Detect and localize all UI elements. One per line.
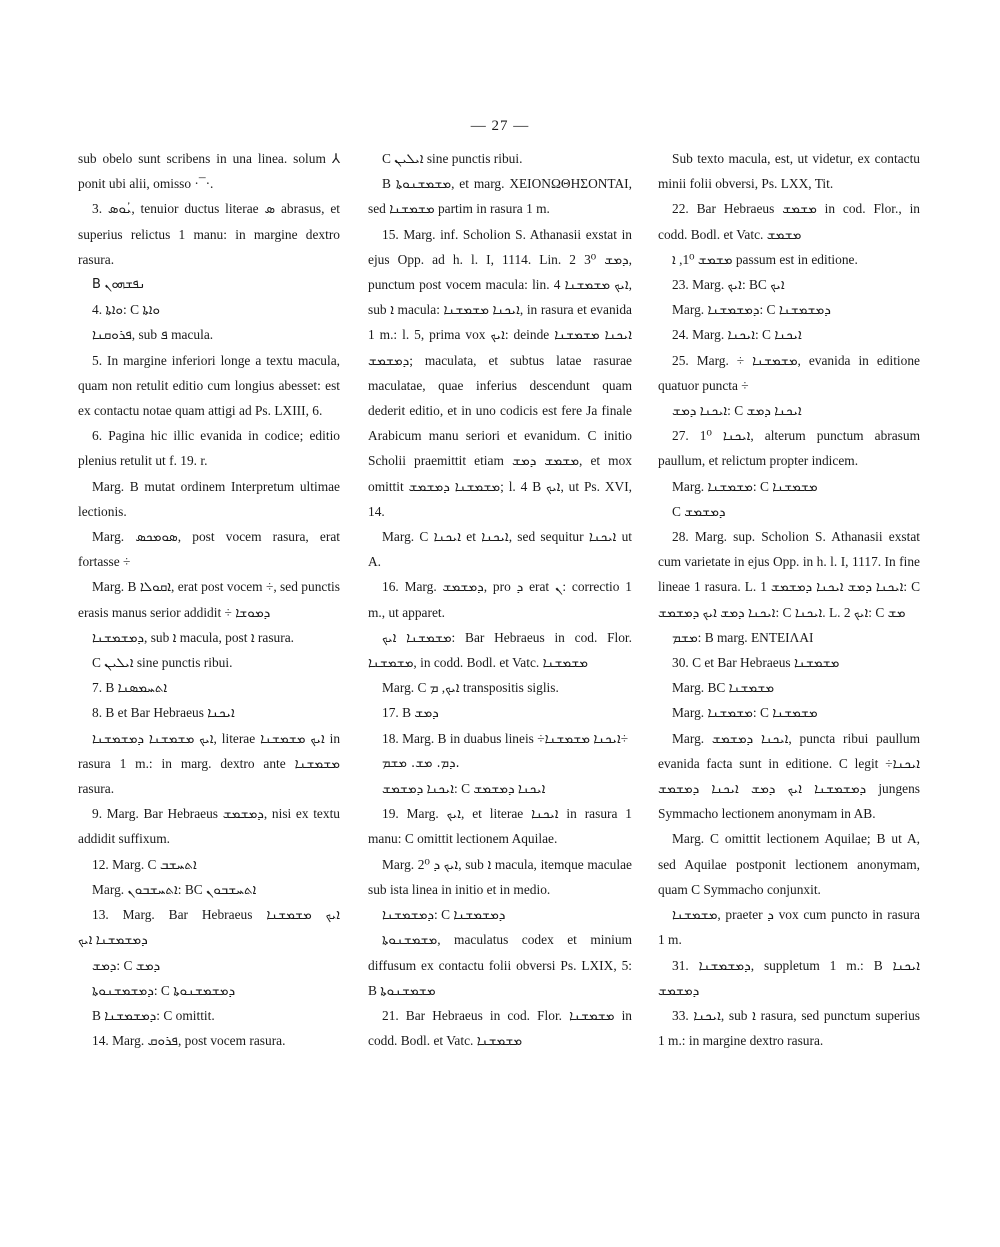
paragraph: ܡܫܡܫܢܐ ܐܝܟ: Bar Hebraeus in cod. Flor. ܡܫܡܫܢܐ, in codd. Bodl. et Vatc. ܡܫܡܫܢܐ	[368, 629, 632, 671]
paragraph: Marg. ܐܝܟܢܐ ܕܡܫܡܫ, puncta ribui paullum evanida facta sunt in editione. C legit ÷ܐܝܟܢܐ ܕܡܫܡܫܢܐ ܐܝܟ ܕܡܫ ܐܝܟܢܐ ܕܡܫܡܫ jungens Symmacho lectionem anonymam in AB.	[658, 730, 920, 822]
paragraph: Marg. C ܐܝܟ, ܡ transpositis siglis.	[382, 680, 559, 696]
paragraph: 21. Bar Hebraeus in cod. Flor. ܡܫܡܫܢܐ in codd. Bodl. et Vatc. ܡܫܡܫܢܐ	[368, 1007, 633, 1049]
paragraph: 25. Marg. ÷ ܡܫܡܫܢܐ, evanida in editione quatuor puncta ÷	[658, 352, 920, 393]
page-number: — 27 —	[470, 118, 530, 134]
paragraph: 22. Bar Hebraeus ܡܫܡܫ in cod. Flor., in codd. Bodl. et Vatc. ܡܫܡܫ	[658, 201, 920, 242]
paragraph: Marg. ܡܫܡܫܢܐ: C ܡܫܡܫܢܐ	[672, 705, 818, 721]
column-right	[658, 146, 920, 1053]
paragraph: ܡܫܡ: B marg. ΕΝΤΕΙΛΑΙ	[672, 629, 814, 645]
paragraph: ܡܫܡܫܢܘܬܐ, maculatus codex et minium diffusum ex contactu folii obversi Ps. LXIX, 5: B ܡܫܡܫܢܘܬܐ	[368, 932, 632, 998]
paragraph: sub obelo sunt scribens in una linea. solum ⅄ ponit ubi alii, omisso ·¯·.	[78, 151, 340, 192]
paragraph: ܕܡܫܡܫܢܐ: C ܕܡܫܡܫܢܐ	[382, 907, 506, 923]
paragraph: 8. B et Bar Hebraeus ܐܝܟܢܐ	[92, 705, 235, 721]
paragraph: B ܢܦܫܗܘܢ	[92, 277, 146, 293]
paragraph: Marg. C ܐܝܟܢܐ et ܐܝܟܢܐ, sed sequitur ܐܝܟܢܐ ut A.	[368, 529, 632, 570]
paragraph: Marg. BC ܡܫܡܫܢܐ	[672, 680, 775, 696]
paragraph: Sub texto macula, est, ut videtur, ex contactu minii folii obversi, Ps. LXX, Tit.	[658, 151, 920, 192]
paragraph: 4. ܘܐܬܐ: C ܘܐܬܐ	[92, 302, 161, 318]
paragraph: ܕܡܫܡܫܢܘܬܐ: C ܕܡܫܡܫܢܘܬܐ	[92, 982, 236, 998]
paragraph: Marg. ܐܬܚܫܒܘܢ: BC ܐܬܚܫܒܘܢ	[92, 881, 257, 897]
paragraph: Marg. ܕܡܫܡܫܢܐ: C ܕܡܫܡܫܢܐ	[672, 302, 831, 318]
paragraph: 6. Pagina hic illic evanida in codice; editio plenius retulit ut f. 19. r.	[78, 428, 340, 469]
paragraph: 17. B ܕܡܫ	[382, 705, 439, 721]
paragraph: ܐܝܟܢܐ ܕܡܫܡܫ: C ܐܝܟܢܐ ܕܡܫܡܫ	[382, 781, 546, 797]
paragraph: 14. Marg. ܦܪܘܩ, post vocem rasura.	[92, 1033, 286, 1049]
paragraph: ܡܫܡܫ 1⁰, ܐ passum est in editione.	[672, 251, 858, 267]
paragraph: ܕܡܫܡܫܢܐ, sub ܐ macula, post ܐ rasura.	[92, 629, 294, 645]
column-left	[78, 146, 340, 1053]
paragraph: 16. Marg. ܕܡܫܡܫ, pro ܕ erat ܢ: correctio 1 m., ut apparet.	[368, 579, 632, 620]
paragraph: Marg. ܐܝܟ ܕ 2⁰, sub ܐ macula, itemque maculae sub ista linea in initio et in medio.	[368, 856, 632, 897]
paragraph: Marg. B mutat ordinem Interpretum ultimae lectionis.	[78, 478, 340, 519]
paragraph: Marg. C omittit lectionem Aquilae; B ut A, sed Aquilae postponit lectionem anonymam, quam C Symmacho conjunxit.	[658, 831, 920, 897]
paragraph: 31. ܕܡܫܡܫܢܐ, suppletum 1 m.: B ܐܝܟܢܐ ܕܡܫܡܫ	[658, 957, 920, 998]
paragraph: C ܐܝܠܝܢ sine punctis ribui.	[382, 151, 523, 166]
paragraph: 30. C et Bar Hebraeus ܡܫܡܫܢܐ	[672, 655, 840, 671]
paragraph: ܕܡܫ: C ܕܡܫ	[92, 957, 161, 973]
paragraph: B ܕܡܫܡܫܢܐ: C omittit.	[92, 1007, 215, 1023]
paragraph: 19. Marg. ܐܝܟ, et literae ܐܝܟܢܐ in rasura 1 manu: C omittit lectionem Aquilae.	[368, 806, 632, 847]
paragraph: 7. B ܐܬܚܡܣܢܐ	[92, 680, 168, 696]
paragraph: 23. Marg. ܐܝܟ: BC ܐܝܟ	[672, 277, 785, 293]
paragraph: B ܡܫܡܫܢܘܬܐ, et marg. ΧΕΙΟΝΩΘΗΣΟΝΤΑΙ, sed ܡܫܡܫܢܐ partim in rasura 1 m.	[368, 176, 632, 217]
paragraph: C ܐܝܠܝܢ sine punctis ribui.	[92, 655, 233, 671]
paragraph: 9. Marg. Bar Hebraeus ܕܡܫܡܫ, nisi ex textu addidit suffixum.	[78, 806, 340, 847]
paragraph: 13. Marg. Bar Hebraeus ܐܝܟ ܡܫܡܫܢܐ ܕܡܫܡܫܢܐ ܐܝܟ	[78, 907, 340, 948]
paragraph: 28. Marg. sup. Scholion S. Athanasii exstat cum varietate in ejus Opp. in h. l. I, 1117. In fine lineae 1 rasura. L. 1 ܐܝܟܢܐ ܕܡܫ ܐܝܟܢܐ ܕܡܫܡܫ: C ܐܝܟܢܐ ܕܡܫ ܐܝܟ ܕܡܫܡܫ: C ܐܝܟܢܐ. L. 2 ܐܝܟ: C ܡܫ	[658, 529, 921, 620]
paragraph: ܦܪܘܩܢܐ, sub ܦ macula.	[92, 327, 214, 343]
paragraph: 18. Marg. B in duabus lineis ÷ܐܝܟܢܐ ܡܫܡܫܢܐ÷	[382, 730, 629, 746]
paragraph: C ܕܡܫܡܫ	[672, 503, 726, 519]
paragraph: Marg. ܣܘܡܟܣ, post vocem rasura, erat fortasse ÷	[78, 529, 340, 570]
paragraph: ܡܫܡܫܢܐ, praeter ܕ vox cum puncto in rasura 1 m.	[658, 907, 920, 948]
column-middle	[368, 146, 632, 1053]
paragraph: 33. ܐܝܟܢܐ, sub ܐ rasura, sed punctum superius 1 m.: in margine dextro rasura.	[658, 1007, 920, 1049]
paragraph: Marg. B ܐܩܘܠܐ, erat post vocem ÷, sed punctis erasis manus serior addidit ÷ ܕܡܘܫܐ	[78, 579, 340, 620]
paragraph: 15. Marg. inf. Scholion S. Athanasii exstat in ejus Opp. ad h. l. I, 1114. Lin. 2 ܕܡܫ 3⁰, punctum post vocem macula: lin. 4 ܐܝܟ ܡܫܡܫܢܐ, sub ܐ macula: ܐܝܟܢܐ ܡܫܡܫܢܐ, in rasura et evanida 1 m.: l. 5, prima vox ܐܝܟ: deinde ܐܝܟܢܐ ܡܫܡܫܢܐ ܕܡܫܡܫ; maculata, et subtus latae rasurae maculatae, quae inferius descendunt quam dederit editio, et in uno codicis est fere Ja finale Arabicum manu seriori et evanidum. C initio Scholii praemittit etiam ܡܫܡܫ ܕܡܫ, et mox omittit ܡܫܡܫܢܐ ܕܡܫܡܫ; l. 4 B ܐܝܟ, ut Ps. XVI, 14.	[368, 226, 633, 519]
paragraph: 3. ܝܳܘܣ, tenuior ductus literae ܣ abrasus, et superius relictus 1 manu: in margine dextro rasura.	[78, 201, 340, 267]
paragraph: 5. In margine inferiori longe a textu macula, quam non retulit editio cum longius abesset: est ex contactu notae quam attigi ad Ps. LXIII, 6.	[78, 352, 340, 419]
paragraph: ܐܝܟ ܡܫܡܫܢܐ ܕܡܫܡܫܢܐ, literae ܐܝܟ ܡܫܡܫܢܐ in rasura 1 m.: in marg. dextro ante ܡܫܡܫܢܐ rasura.	[78, 730, 341, 797]
paragraph: 12. Marg. C ܐܬܚܫܒ	[92, 856, 197, 872]
paragraph: 27. ܐܝܟܢܐ 1⁰, alterum punctum abrasum paullum, et relictum propter indicem.	[658, 428, 920, 469]
paragraph: Marg. ܡܫܡܫܢܐ: C ܡܫܡܫܢܐ	[672, 478, 818, 494]
paragraph: ܕܡ. ܡܫ. ܡܫܡ.	[382, 755, 460, 771]
paragraph: ܐܝܟܢܐ ܕܡܫ: C ܐܝܟܢܐ ܕܡܫ	[672, 403, 802, 419]
paragraph: 24. Marg. ܐܝܟܢܐ: C ܐܝܟܢܐ	[672, 327, 802, 343]
